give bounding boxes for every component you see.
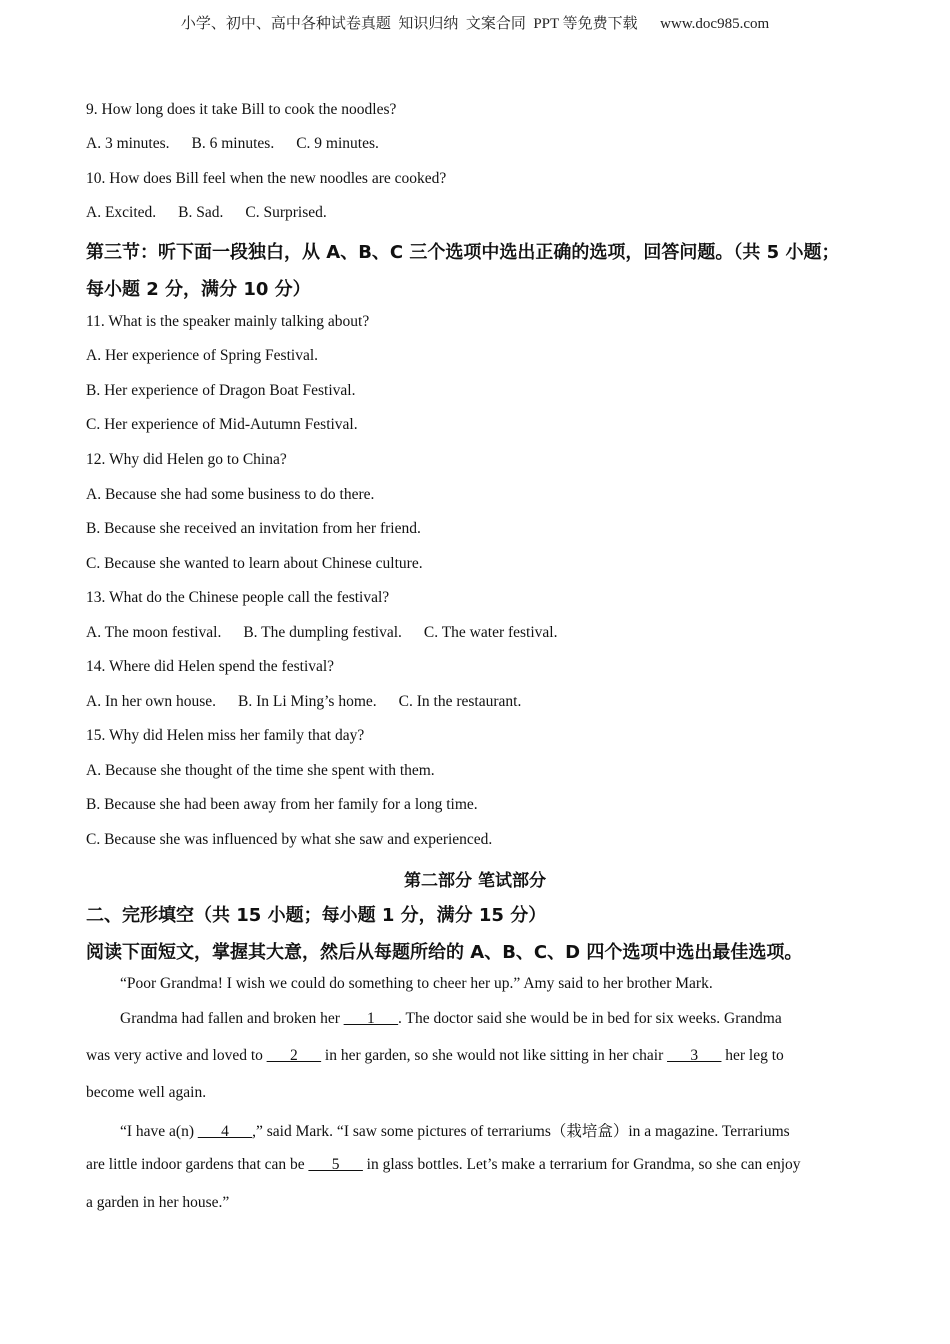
passage-line bbox=[120, 1119, 790, 1141]
options-9 bbox=[86, 135, 379, 153]
question-9: 9. How long does it take Bill to cook the noodles? bbox=[86, 101, 397, 118]
option-c: C. In the restaurant. bbox=[398, 693, 522, 710]
cloze-section-title: 二、完形填空（共 15 小题；每小题 1 分，满分 15 分） bbox=[86, 905, 547, 926]
option-a: A. In her own house. bbox=[86, 693, 217, 710]
passage-line bbox=[86, 1156, 801, 1174]
option-12b: B. Because she received an invitation from her friend. bbox=[86, 520, 421, 537]
question-14: 14. Where did Helen spend the festival? bbox=[86, 658, 335, 675]
question-10: 10. How does Bill feel when the new noodles are cooked? bbox=[86, 170, 447, 187]
option-c: C. Surprised. bbox=[245, 204, 327, 221]
option-15a: A. Because she thought of the time she spent with them. bbox=[86, 762, 435, 779]
option-a: A. Excited. bbox=[86, 204, 157, 221]
blank-2: ___2___ bbox=[266, 1047, 322, 1064]
part-2-title: 第二部分 笔试部分 bbox=[404, 871, 546, 891]
option-15b: B. Because she had been away from her family for a long time. bbox=[86, 796, 478, 813]
option-11c: C. Her experience of Mid-Autumn Festival. bbox=[86, 416, 358, 433]
passage-text: was very active and loved to bbox=[86, 1047, 267, 1064]
option-a: A. The moon festival. bbox=[86, 624, 222, 641]
blank-5: ___5___ bbox=[308, 1156, 363, 1173]
option-b: B. Sad. bbox=[178, 204, 224, 221]
passage-line bbox=[86, 1047, 784, 1065]
blank-1: ___1___ bbox=[343, 1010, 399, 1027]
option-b: B. The dumpling festival. bbox=[243, 624, 402, 641]
passage-text: ,” said Mark. “I saw some pictures of terrariums（栽培盒）in a magazine. Terrariums bbox=[252, 1123, 790, 1140]
option-12a: A. Because she had some business to do there. bbox=[86, 486, 375, 503]
passage-text: her leg to bbox=[721, 1047, 784, 1064]
page-header bbox=[0, 12, 950, 33]
passage-text: . The doctor said she would be in bed for six weeks. Grandma bbox=[398, 1010, 782, 1027]
question-11: 11. What is the speaker mainly talking about? bbox=[86, 313, 370, 330]
option-c: C. The water festival. bbox=[423, 624, 558, 641]
question-12: 12. Why did Helen go to China? bbox=[86, 451, 287, 468]
question-13: 13. What do the Chinese people call the festival? bbox=[86, 589, 390, 606]
options-13 bbox=[86, 624, 557, 642]
option-b: B. 6 minutes. bbox=[191, 135, 275, 152]
option-11b: B. Her experience of Dragon Boat Festival. bbox=[86, 382, 356, 399]
option-12c: C. Because she wanted to learn about Chinese culture. bbox=[86, 555, 423, 572]
section-3-heading-line1: 第三节：听下面一段独白，从 A、B、C 三个选项中选出正确的选项，回答问题。（共 5 小题； bbox=[86, 242, 840, 263]
passage-line: become well again. bbox=[86, 1084, 207, 1101]
passage-text: “I have a(n) bbox=[120, 1123, 198, 1140]
option-c: C. 9 minutes. bbox=[296, 135, 379, 152]
blank-3: ___3___ bbox=[667, 1047, 722, 1064]
passage-text: Grandma had fallen and broken her bbox=[120, 1010, 344, 1027]
option-a: A. 3 minutes. bbox=[86, 135, 170, 152]
header-url: www.doc985.com bbox=[660, 16, 770, 32]
blank-4: ___4___ bbox=[197, 1123, 253, 1140]
passage-paragraph-1: “Poor Grandma! I wish we could do something to cheer her up.” Amy said to her brother Mark. bbox=[120, 975, 713, 992]
passage-text: in her garden, so she would not like sitting in her chair bbox=[321, 1047, 668, 1064]
option-11a: A. Her experience of Spring Festival. bbox=[86, 347, 319, 364]
passage-text: in glass bottles. Let’s make a terrarium for Grandma, so she can enjoy bbox=[362, 1156, 801, 1173]
passage-text: are little indoor gardens that can be bbox=[86, 1156, 309, 1173]
option-15c: C. Because she was influenced by what she saw and experienced. bbox=[86, 831, 493, 848]
question-15: 15. Why did Helen miss her family that day? bbox=[86, 727, 365, 744]
options-14 bbox=[86, 693, 521, 711]
option-b: B. In Li Ming’s home. bbox=[238, 693, 377, 710]
passage-line bbox=[120, 1010, 782, 1028]
cloze-instruction: 阅读下面短文，掌握其大意，然后从每题所给的 A、B、C、D 四个选项中选出最佳选项。 bbox=[86, 942, 803, 963]
header-text: 小学、初中、高中各种试卷真题 知识归纳 文案合同 PPT 等免费下载 bbox=[180, 16, 638, 32]
passage-line: a garden in her house.” bbox=[86, 1194, 230, 1211]
options-10 bbox=[86, 204, 327, 222]
section-3-heading-line2: 每小题 2 分，满分 10 分） bbox=[86, 279, 311, 300]
